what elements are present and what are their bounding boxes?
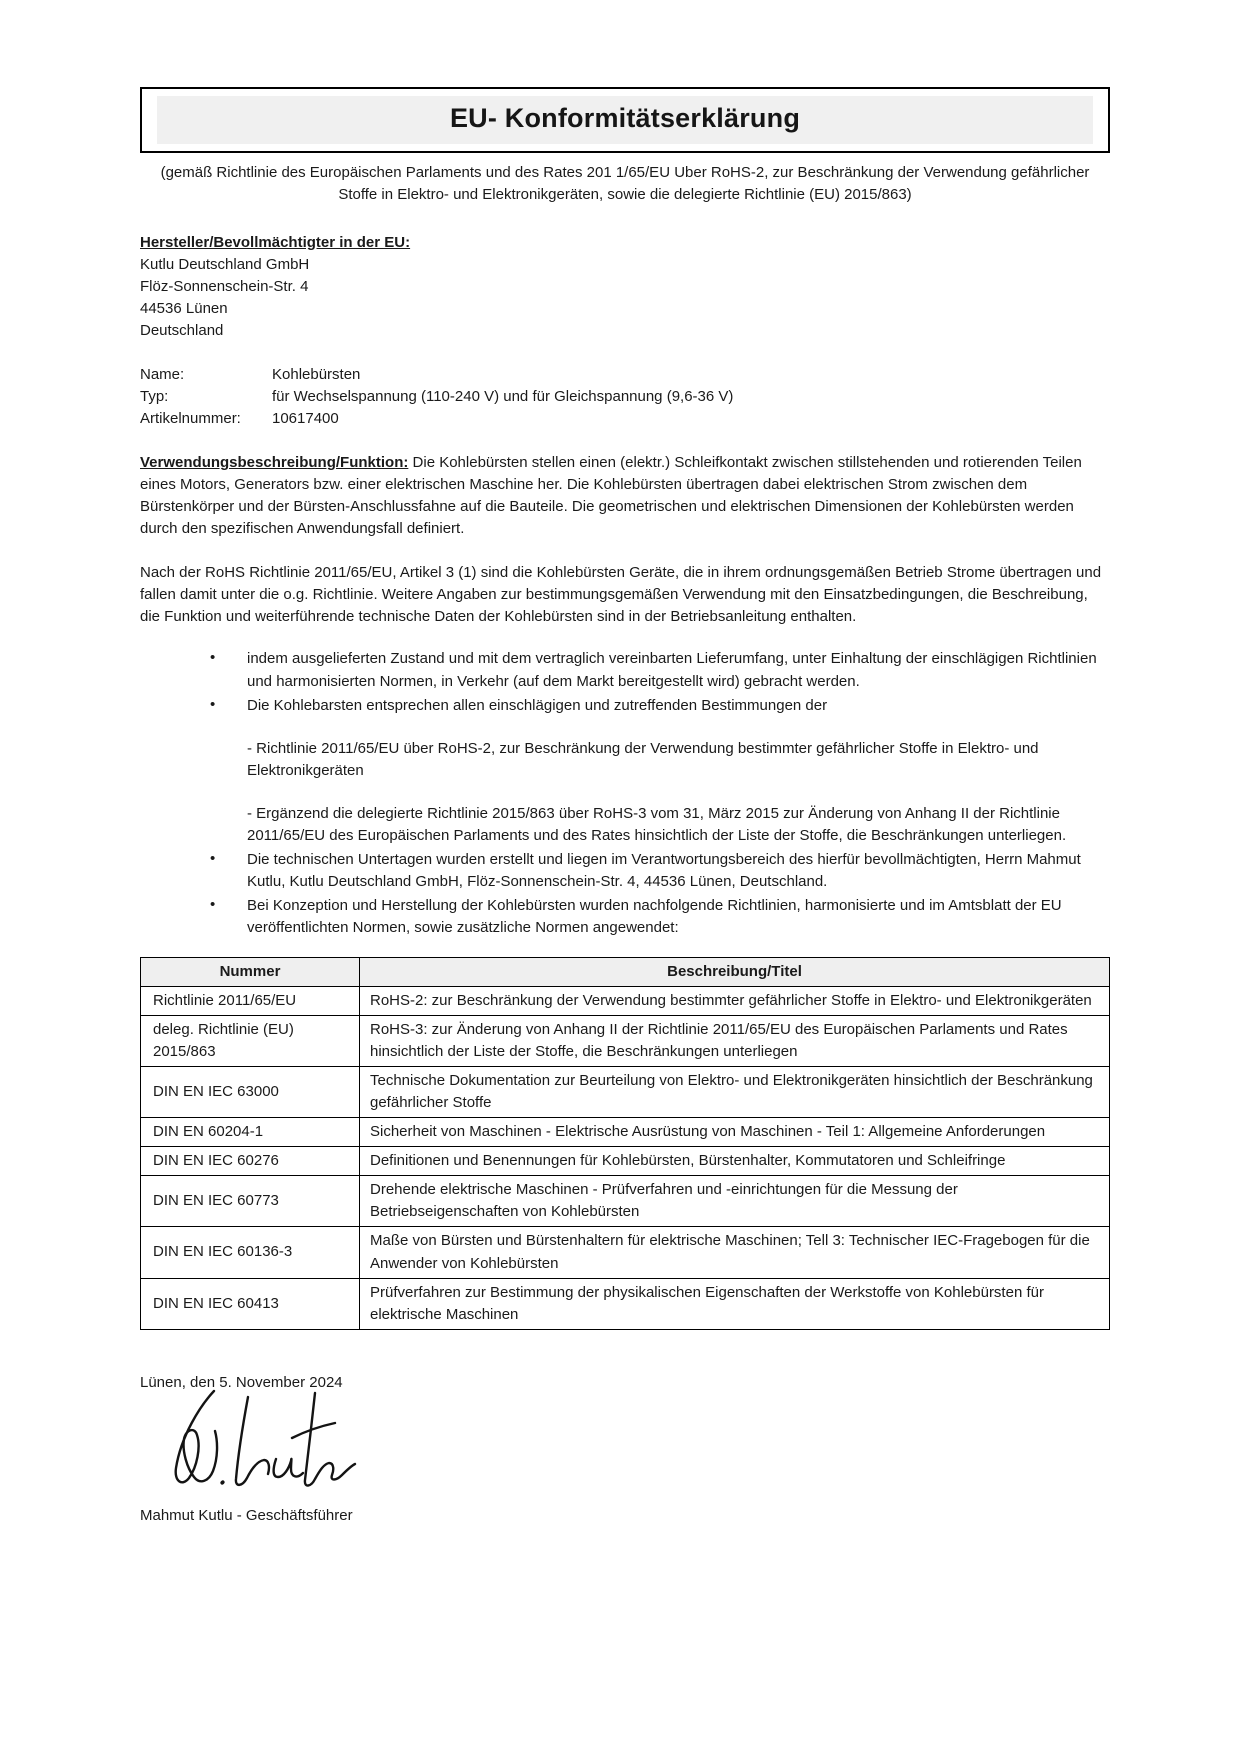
product-label: Artikelnummer: bbox=[140, 410, 241, 428]
bullet-text: - Richtlinie 2011/65/EU über RoHS-2, zur Beschränkung der Verwendung bestimmter gefährlicher Stoffe in Elektro- und Elektronikgeräten bbox=[247, 739, 1039, 779]
norm-description-cell: Prüfverfahren zur Bestimmung der physikalischen Eigenschaften der Werkstoffe von Kohlebürsten für elektrische Maschinen bbox=[360, 1278, 1110, 1329]
norm-number-cell: Richtlinie 2011/65/EU bbox=[141, 987, 360, 1016]
bullet-icon bbox=[210, 894, 215, 916]
product-info bbox=[140, 364, 1110, 430]
product-label: Typ: bbox=[140, 388, 169, 406]
norm-number-cell: DIN EN IEC 60773 bbox=[141, 1176, 360, 1227]
table-row bbox=[141, 1227, 1110, 1278]
bullet-text: indem ausgelieferten Zustand und mit dem vertraglich vereinbarten Lieferumfang, unter Einhaltung der einschlägigen Richtlinien und harmonisierten Normen, in Verkehr (auf dem Markt bereitgestellt wird) gebracht werden. bbox=[247, 650, 1097, 690]
product-row bbox=[140, 386, 1110, 408]
norm-description-cell: Maße von Bürsten und Bürstenhaltern für elektrische Maschinen; Tell 3: Technischer IEC-Fragebogen für die Anwender von Kohlebürsten bbox=[360, 1227, 1110, 1278]
product-value: Kohlebürsten bbox=[272, 366, 361, 384]
product-value: für Wechselspannung (110-240 V) und für Gleichspannung (9,6-36 V) bbox=[272, 388, 734, 406]
subtitle-line: Stoffe in Elektro- und Elektronikgeräten, sowie die delegierte Richtlinie (EU) 2015/863) bbox=[338, 185, 912, 203]
bullet-icon bbox=[210, 647, 215, 669]
norms-table-header-nummer: Nummer bbox=[141, 958, 360, 987]
rohs-paragraph: Nach der RoHS Richtlinie 2011/65/EU, Artikel 3 (1) sind die Kohlebürsten Geräte, die in ihrem ordnungsgemäßen Betrieb Strome übertragen und fallen damit unter die o.g. Richtlinie. Weitere Angaben zur bestimmungsgemäßen Verwendung mit den Einsatzbedingungen, die Beschreibung, die Funktion und weiterführende technische Daten der Kohlebürsten sind in der Betriebsanleitung enthalten. bbox=[140, 564, 1102, 626]
declaration-bullets bbox=[140, 648, 1110, 939]
bullet-text: - Ergänzend die delegierte Richtlinie 2015/863 über RoHS-3 vom 31, März 2015 zur Änderung von Anhang II der Richtlinie 2011/65/EU des Europäischen Parlaments und des Rates hinsichtlich der Liste der Stoffe, die Beschränkungen unterliegen. bbox=[247, 804, 1067, 844]
bullet-item bbox=[140, 738, 1110, 782]
bullet-text: Bei Konzeption und Herstellung der Kohlebürsten wurden nachfolgende Richtlinien, harmonisierte und im Amtsblatt der EU veröffentlichten Normen, sowie zusätzliche Normen angewendet: bbox=[247, 896, 1062, 936]
usage-description-lead: Verwendungsbeschreibung/Funktion: bbox=[140, 454, 409, 472]
norms-table bbox=[140, 957, 1110, 1330]
product-label: Name: bbox=[140, 366, 185, 384]
usage-description-text: Die Kohlebürsten stellen einen (elektr.) Schleifkontakt zwischen stillstehenden und rotierenden Teilen eines Motors, Generators bzw. einer elektrischen Maschine her. Die Kohlebürsten übertragen dabei elektrischen Strom zwischen dem Bürstenkörper und der Bürsten-Anschlussfahne auf die Bauteile. Die geometrischen und elektrischen Dimensionen der Kohlebürsten werden durch den spezifischen Anwendungsfall definiert. bbox=[140, 454, 1082, 538]
signature bbox=[156, 1384, 1110, 1501]
norm-description-cell: RoHS-3: zur Änderung von Anhang II der Richtlinie 2011/65/EU des Europäischen Parlaments und Rates hinsichtlich der Liste der Stoffe, die Beschränkungen unterliegen bbox=[360, 1016, 1110, 1067]
norm-number-cell: DIN EN IEC 60413 bbox=[141, 1278, 360, 1329]
document-title: EU- Konformitätserklärung bbox=[157, 96, 1093, 144]
table-row bbox=[141, 1176, 1110, 1227]
dateline: Lünen, den 5. November 2024 bbox=[140, 1373, 343, 1391]
norm-description-cell: Drehende elektrische Maschinen - Prüfverfahren und -einrichtungen für die Messung der Betriebseigenschaften von Kohlebürsten bbox=[360, 1176, 1110, 1227]
manufacturer-heading: Hersteller/Bevollmächtigter in der EU: bbox=[140, 233, 411, 251]
manufacturer-address bbox=[140, 254, 1110, 342]
bullet-item bbox=[140, 803, 1110, 847]
table-row bbox=[141, 1278, 1110, 1329]
norm-number-cell: DIN EN IEC 60276 bbox=[141, 1147, 360, 1176]
bullet-item bbox=[140, 695, 1110, 717]
address-line: Deutschland bbox=[140, 321, 224, 339]
bullet-icon bbox=[210, 694, 215, 716]
table-row bbox=[141, 1067, 1110, 1118]
norms-table-header-beschreibung: Beschreibung/Titel bbox=[360, 958, 1110, 987]
norm-number-cell: deleg. Richtlinie (EU) 2015/863 bbox=[141, 1016, 360, 1067]
norms-table-header-row bbox=[141, 958, 1110, 987]
signatory-name: Mahmut Kutlu - Geschäftsführer bbox=[140, 1506, 353, 1524]
norm-number-cell: DIN EN 60204-1 bbox=[141, 1118, 360, 1147]
product-row bbox=[140, 408, 1110, 430]
table-row bbox=[141, 1118, 1110, 1147]
bullet-item bbox=[140, 895, 1110, 939]
norm-description-cell: RoHS-2: zur Beschränkung der Verwendung bestimmter gefährlicher Stoffe in Elektro- und Elektronikgeräten bbox=[360, 987, 1110, 1016]
usage-description bbox=[140, 452, 1110, 540]
bullet-item bbox=[140, 648, 1110, 692]
table-row bbox=[141, 1147, 1110, 1176]
address-line: Flöz-Sonnenschein-Str. 4 bbox=[140, 277, 309, 295]
product-value: 10617400 bbox=[272, 410, 339, 428]
signature-image bbox=[156, 1384, 366, 1494]
subtitle bbox=[140, 162, 1110, 206]
subtitle-line: (gemäß Richtlinie des Europäischen Parlaments und des Rates 201 1/65/EU Uber RoHS-2, zur Beschränkung der Verwendung gefährlicher bbox=[160, 163, 1090, 181]
title-box bbox=[140, 87, 1110, 153]
norm-number-cell: DIN EN IEC 63000 bbox=[141, 1067, 360, 1118]
norm-number-cell: DIN EN IEC 60136-3 bbox=[141, 1227, 360, 1278]
table-row bbox=[141, 987, 1110, 1016]
bullet-text: Die technischen Untertagen wurden erstellt und liegen im Verantwortungsbereich des hierfür bevollmächtigten, Herrn Mahmut Kutlu, Kutlu Deutschland GmbH, Flöz-Sonnenschein-Str. 4, 44536 Lünen, Deutschland. bbox=[247, 850, 1081, 890]
bullet-item bbox=[140, 849, 1110, 893]
norm-description-cell: Definitionen und Benennungen für Kohlebürsten, Bürstenhalter, Kommutatoren und Schleifringe bbox=[360, 1147, 1110, 1176]
norm-description-cell: Sicherheit von Maschinen - Elektrische Ausrüstung von Maschinen - Teil 1: Allgemeine Anforderungen bbox=[360, 1118, 1110, 1147]
address-line: 44536 Lünen bbox=[140, 299, 228, 317]
bullet-text: Die Kohlebarsten entsprechen allen einschlägigen und zutreffenden Bestimmungen der bbox=[247, 696, 828, 714]
product-row bbox=[140, 364, 1110, 386]
address-line: Kutlu Deutschland GmbH bbox=[140, 255, 310, 273]
norm-description-cell: Technische Dokumentation zur Beurteilung von Elektro- und Elektronikgeräten hinsichtlich der Beschränkung gefährlicher Stoffe bbox=[360, 1067, 1110, 1118]
bullet-icon bbox=[210, 848, 215, 870]
table-row bbox=[141, 1016, 1110, 1067]
